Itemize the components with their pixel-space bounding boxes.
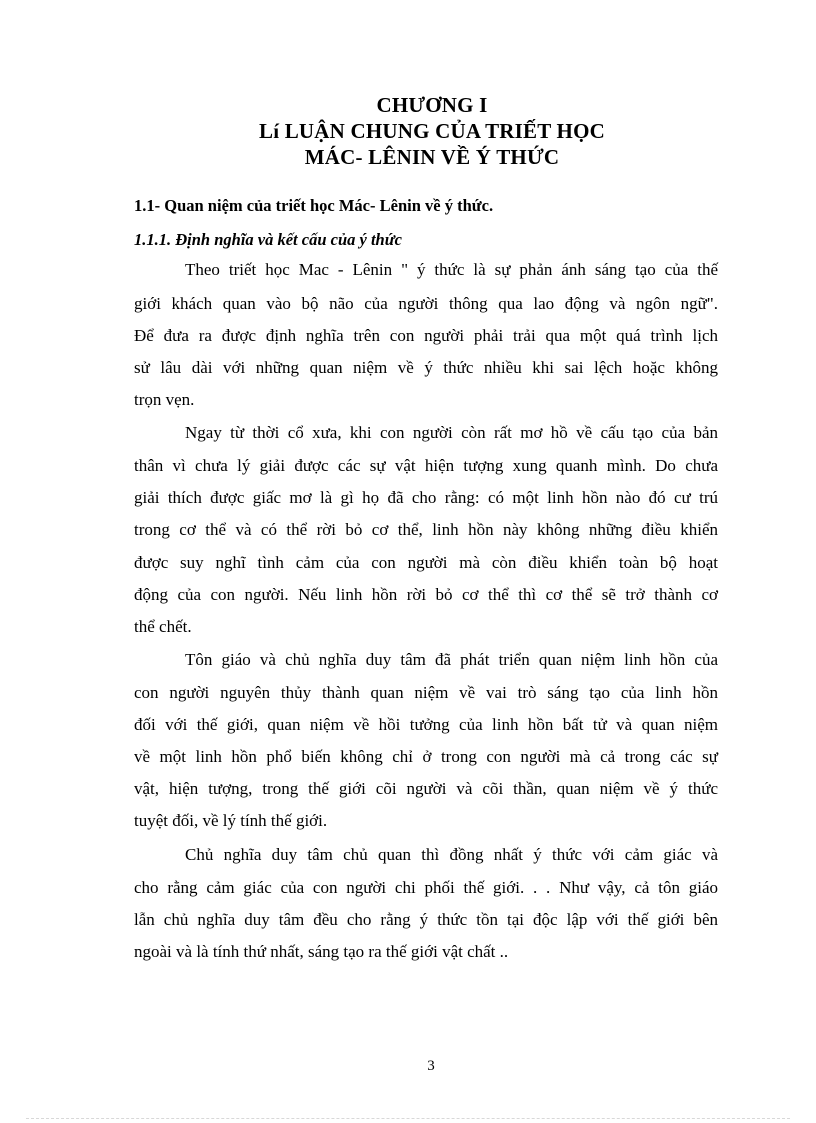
paragraph-3-line-6: tuyệt đối, về lý tính thế giới.: [134, 811, 328, 830]
paragraph-2-line-4: trong cơ thể và có thể rời bỏ cơ thể, linh hồn này không những điều khiển: [134, 520, 718, 539]
paragraph-2-line-1: Ngay từ thời cổ xưa, khi con người còn rất mơ hồ về cấu tạo của bản: [185, 423, 718, 442]
chapter-title-line-1: CHƯƠNG I: [376, 93, 488, 117]
chapter-title-line-3: MÁC- LÊNIN VỀ Ý THỨC: [304, 145, 560, 169]
page-number: 3: [427, 1058, 435, 1074]
subsection-heading: 1.1.1. Định nghĩa và kết cấu của ý thức: [134, 230, 402, 249]
paragraph-2-line-2: thân vì chưa lý giải được các sự vật hiện tượng xung quanh mình. Do chưa: [134, 456, 718, 475]
paragraph-1-line-5: trọn vẹn.: [134, 390, 195, 409]
paragraph-3-line-2: con người nguyên thủy thành quan niệm về vai trò sáng tạo của linh hồn: [134, 683, 718, 702]
paragraph-4-line-3: lẫn chủ nghĩa duy tâm đều cho rằng ý thức tồn tại độc lập với thế giới bên: [134, 910, 718, 929]
paragraph-4-line-1: Chủ nghĩa duy tâm chủ quan thì đồng nhất ý thức với cảm giác và: [185, 845, 718, 864]
paragraph-2-line-3: giải thích được giấc mơ là gì họ đã cho rằng: có một linh hồn nào đó cư trú: [134, 488, 718, 507]
paragraph-1-line-2: giới khách quan vào bộ não của người thông qua lao động và ngôn ngữ".: [134, 294, 718, 313]
paragraph-1-line-4: sử lâu dài với những quan niệm về ý thức nhiều khi sai lệch hoặc không: [134, 358, 718, 377]
paragraph-3-line-5: vật, hiện tượng, trong thế giới cõi người và cõi thần, quan niệm về ý thức: [134, 779, 718, 798]
chapter-title: [0, 92, 816, 170]
paragraph-1-line-1: Theo triết học Mac - Lênin " ý thức là sự phản ánh sáng tạo của thế: [185, 260, 718, 279]
paragraph-3-line-1: Tôn giáo và chủ nghĩa duy tâm đã phát triển quan niệm linh hồn của: [185, 650, 718, 669]
paragraph-2-line-5: được suy nghĩ tình cảm của con người mà còn điều khiển toàn bộ hoạt: [134, 553, 718, 572]
paragraph-4-line-4: ngoài và là tính thứ nhất, sáng tạo ra thế giới vật chất ..: [134, 942, 509, 961]
section-heading: 1.1- Quan niệm của triết học Mác- Lênin về ý thức.: [134, 196, 494, 215]
chapter-title-line-2: Lí LUẬN CHUNG CỦA TRIẾT HỌC: [259, 119, 605, 143]
page-bottom-border: [26, 1118, 790, 1119]
paragraph-1-line-3: Để đưa ra được định nghĩa trên con người phải trải qua một quá trình lịch: [134, 326, 718, 345]
paragraph-3-line-4: về một linh hồn phổ biến không chỉ ở trong con người mà cả trong các sự: [134, 747, 718, 766]
paragraph-3-line-3: đối với thế giới, quan niệm về hồi tưởng của linh hồn bất tử và quan niệm: [134, 715, 718, 734]
paragraph-2-line-7: thể chết.: [134, 617, 192, 636]
paragraph-4-line-2: cho rằng cảm giác của con người chi phối thế giới. . . Như vậy, cả tôn giáo: [134, 878, 718, 897]
paragraph-2-line-6: động của con người. Nếu linh hồn rời bỏ cơ thể thì cơ thể sẽ trở thành cơ: [134, 585, 718, 604]
